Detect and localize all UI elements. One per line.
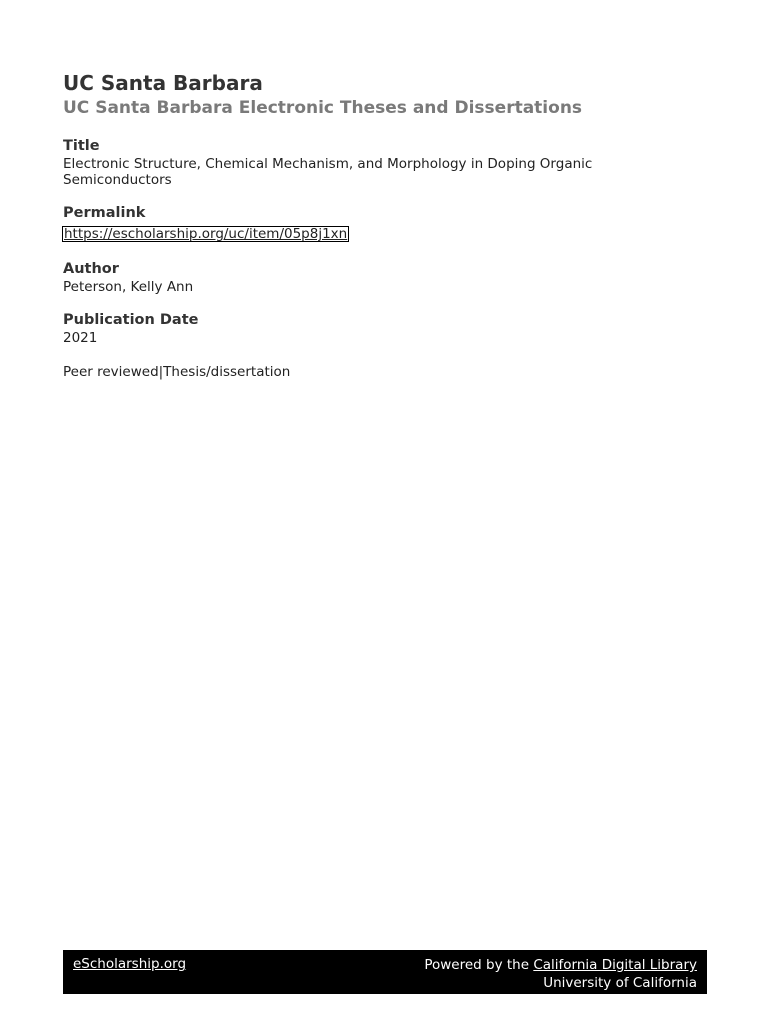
footer-credits xyxy=(424,956,697,992)
permalink-label: Permalink xyxy=(63,205,146,221)
title-value: Electronic Structure, Chemical Mechanism, and Morphology in Doping Organic Semiconductors xyxy=(63,156,593,188)
title-label: Title xyxy=(63,138,100,154)
footer-bar xyxy=(63,950,707,994)
campus-name: UC Santa Barbara xyxy=(63,71,263,95)
cdl-link[interactable]: California Digital Library xyxy=(533,957,697,973)
escholarship-link[interactable]: eScholarship.org xyxy=(73,956,187,972)
university-name: University of California xyxy=(543,975,697,991)
powered-by-line xyxy=(424,956,697,974)
powered-by-text: Powered by the xyxy=(424,957,534,973)
publication-date-value: 2021 xyxy=(63,330,98,346)
author-label: Author xyxy=(63,261,119,277)
document-cover xyxy=(63,70,707,380)
author-value: Peterson, Kelly Ann xyxy=(63,279,194,295)
publication-status: Peer reviewed|Thesis/dissertation xyxy=(63,364,291,380)
permalink-link[interactable]: https://escholarship.org/uc/item/05p8j1xn xyxy=(64,226,348,242)
publication-date-label: Publication Date xyxy=(63,312,199,328)
series-name: UC Santa Barbara Electronic Theses and Dissertations xyxy=(63,98,583,118)
